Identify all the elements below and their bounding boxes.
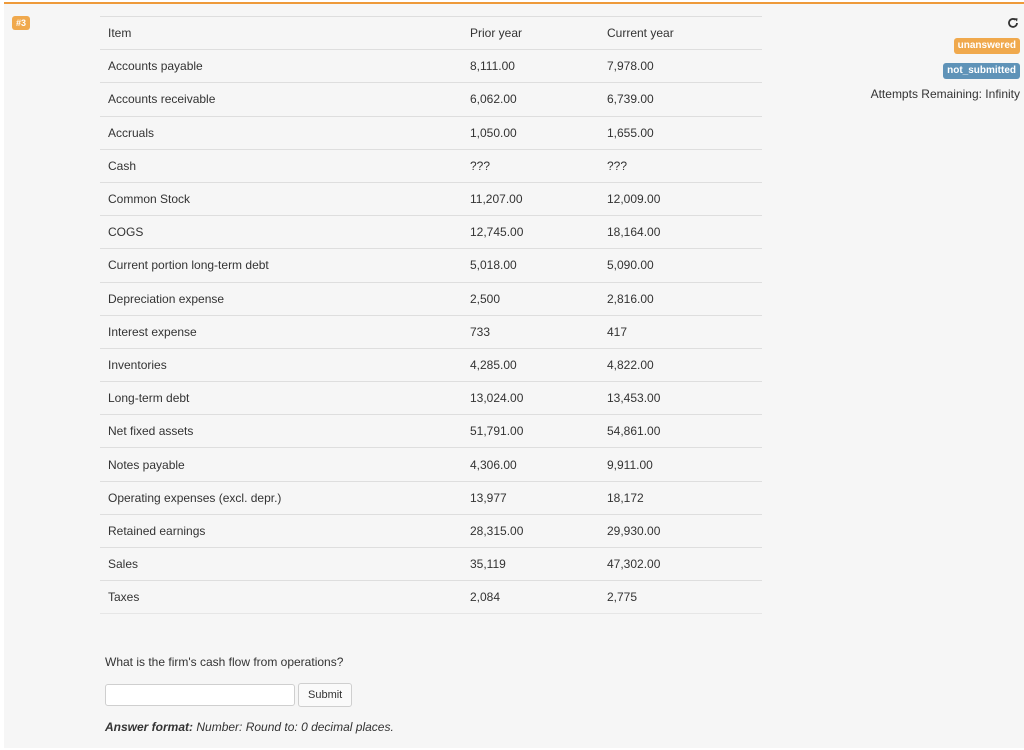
item-cell: Accounts payable [100,50,462,83]
current-year-cell: 12,009.00 [599,182,762,215]
prior-year-cell: 13,024.00 [462,382,599,415]
prior-year-cell: 4,306.00 [462,448,599,481]
current-year-cell: 2,816.00 [599,282,762,315]
status-panel [871,16,1020,101]
prior-year-cell: 35,119 [462,548,599,581]
prior-year-cell: ??? [462,149,599,182]
prior-year-cell: 733 [462,315,599,348]
current-year-cell: 7,978.00 [599,50,762,83]
current-year-cell: 18,172 [599,481,762,514]
item-cell: Sales [100,548,462,581]
answer-format [105,720,394,734]
question-panel [4,2,1024,748]
prior-year-cell: 2,084 [462,581,599,614]
prior-year-cell: 51,791.00 [462,415,599,448]
table-row [100,83,762,116]
prior-year-cell: 1,050.00 [462,116,599,149]
table-row [100,448,762,481]
table-row [100,315,762,348]
item-cell: Notes payable [100,448,462,481]
prior-year-cell: 2,500 [462,282,599,315]
column-header: Prior year [462,17,599,50]
table-row [100,149,762,182]
answer-format-label: Answer format: [105,720,194,734]
current-year-cell: 1,655.00 [599,116,762,149]
item-cell: Taxes [100,581,462,614]
current-year-cell: 4,822.00 [599,348,762,381]
item-cell: Retained earnings [100,514,462,547]
unanswered-badge: unanswered [954,38,1020,54]
table-row [100,415,762,448]
table-row [100,216,762,249]
column-header: Item [100,17,462,50]
table-row [100,548,762,581]
prior-year-cell: 8,111.00 [462,50,599,83]
item-cell: Depreciation expense [100,282,462,315]
table-header-row [100,17,762,50]
question-text: What is the firm's cash flow from operations? [105,655,344,669]
data-table-container [100,16,762,634]
column-header: Current year [599,17,762,50]
item-cell: Interest expense [100,315,462,348]
table-row [100,249,762,282]
table-row [100,348,762,381]
item-cell: COGS [100,216,462,249]
item-cell: Current portion long-term debt [100,249,462,282]
table-row [100,382,762,415]
item-cell: Cash [100,149,462,182]
refresh-icon[interactable] [1006,16,1020,30]
answer-row [105,683,352,707]
prior-year-cell: 13,977 [462,481,599,514]
prior-year-cell: 28,315.00 [462,514,599,547]
current-year-cell: 13,453.00 [599,382,762,415]
prior-year-cell: 4,285.00 [462,348,599,381]
item-cell: Long-term debt [100,382,462,415]
current-year-cell: ??? [599,149,762,182]
table-divider [100,613,762,634]
table-row [100,116,762,149]
current-year-cell: 6,739.00 [599,83,762,116]
submit-button[interactable]: Submit [298,683,352,707]
prior-year-cell: 5,018.00 [462,249,599,282]
item-cell: Accounts receivable [100,83,462,116]
item-cell: Common Stock [100,182,462,215]
table-row [100,581,762,614]
table-row [100,282,762,315]
table-row [100,50,762,83]
question-number-badge: #3 [12,16,30,30]
item-cell: Operating expenses (excl. depr.) [100,481,462,514]
prior-year-cell: 6,062.00 [462,83,599,116]
table-row [100,481,762,514]
item-cell: Inventories [100,348,462,381]
item-cell: Net fixed assets [100,415,462,448]
table-row [100,514,762,547]
current-year-cell: 29,930.00 [599,514,762,547]
data-table [100,16,762,613]
current-year-cell: 54,861.00 [599,415,762,448]
current-year-cell: 2,775 [599,581,762,614]
prior-year-cell: 11,207.00 [462,182,599,215]
table-body [100,50,762,614]
prior-year-cell: 12,745.00 [462,216,599,249]
item-cell: Accruals [100,116,462,149]
current-year-cell: 9,911.00 [599,448,762,481]
table-row [100,182,762,215]
answer-input[interactable] [105,684,295,706]
current-year-cell: 47,302.00 [599,548,762,581]
attempts-remaining: Attempts Remaining: Infinity [870,87,1020,101]
current-year-cell: 5,090.00 [599,249,762,282]
current-year-cell: 18,164.00 [599,216,762,249]
not-submitted-badge: not_submitted [943,63,1020,79]
answer-format-text: Number: Round to: 0 decimal places. [196,720,394,734]
current-year-cell: 417 [599,315,762,348]
